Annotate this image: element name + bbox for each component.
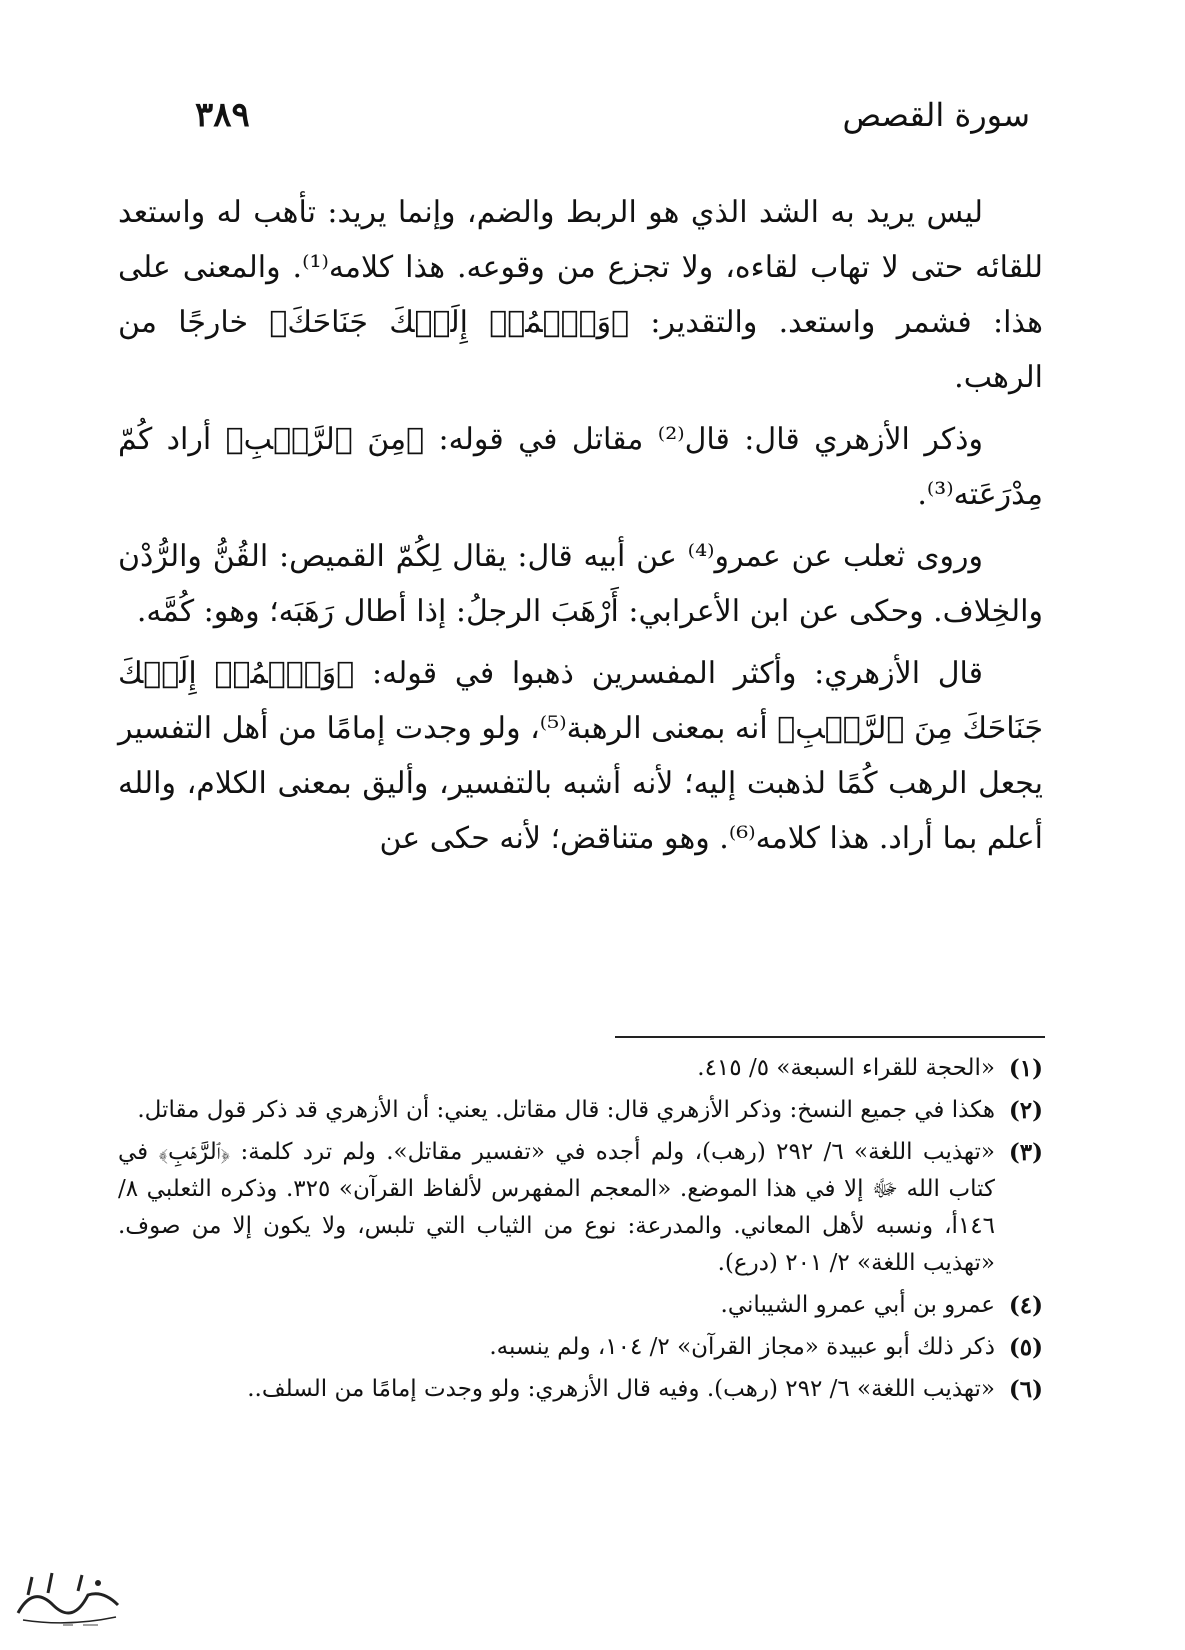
surah-title: سورة القصص <box>842 96 1030 134</box>
paragraph-4: قال الأزهري: وأكثر المفسرين ذهبوا في قوله: ﴿وَٱضۡمُمۡ إِلَيۡكَ جَنَاحَكَ مِنَ ٱلرَّهۡبِ﴾ أنه بمعنى الرهبة⁽⁵⁾، ولو وجدت إمامًا من أهل التفسير يجعل الرهب كُمًا لذهبت إليه؛ لأنه أشبه بالتفسير، وأليق بمعنى الكلام، والله أعلم بما أراد. هذا كلامه⁽⁶⁾. وهو متناقض؛ لأنه حكى عن <box>118 656 1043 856</box>
main-text <box>118 185 1043 873</box>
footnote-4 <box>118 1287 1043 1324</box>
footnote-text: «تهذيب اللغة» ٦/ ٢٩٢ (رهب)، ولم أجده في «تفسير مقاتل». ولم ترد كلمة: ﴿ٱلرَّهۡبِ﴾ في كتاب الله ﷻ إلا في هذا الموضع. «المعجم المفهرس لألفاظ القرآن» ٣٢٥. وذكره الثعلبي ٨/ ١٤٦أ، ونسبه لأهل المعاني. والمدرعة: نوع من الثياب التي تلبس، ولا يكون إلا من صوف. «تهذيب اللغة» ٢/ ٢٠١ (درع). <box>118 1139 996 1276</box>
footnotes <box>118 1050 1043 1413</box>
paragraph-3: وروى ثعلب عن عمرو⁽⁴⁾ عن أبيه قال: يقال لِكُمّ القميص: القُنُّ والرُّدْن والخِلاف. وحكى عن ابن الأعرابي: أَرْهَبَ الرجلُ: إذا أطال رَهَبَه؛ وهو: كُمَّه. <box>118 539 1043 629</box>
paragraph-2: وذكر الأزهري قال: قال⁽²⁾ مقاتل في قوله: ﴿مِنَ ٱلرَّهۡبِ﴾ أراد كُمّ مِدْرَعَته⁽³⁾. <box>118 422 1043 512</box>
page-header <box>195 95 1030 155</box>
footnote-number: (٦) <box>1008 1376 1043 1403</box>
footnote-1 <box>118 1050 1043 1087</box>
footnote-text: ذكر ذلك أبو عبيدة «مجاز القرآن» ٢/ ١٠٤، ولم ينسبه. <box>489 1334 995 1360</box>
footnote-text: «الحجة للقراء السبعة» ٥/ ٤١٥. <box>697 1055 995 1081</box>
footnote-separator <box>615 1036 1045 1038</box>
footnote-6 <box>118 1371 1043 1408</box>
footnote-3 <box>118 1134 1043 1282</box>
footnote-number: (٢) <box>1008 1097 1043 1124</box>
footnote-5 <box>118 1329 1043 1366</box>
paragraph-1: ليس يريد به الشد الذي هو الربط والضم، وإنما يريد: تأهب له واستعد للقائه حتى لا تهاب لقاءه، ولا تجزع من وقوعه. هذا كلامه⁽¹⁾. والمعنى على هذا: فشمر واستعد. والتقدير: ﴿وَٱضۡمُمۡ إِلَيۡكَ جَنَاحَكَ﴾ خارجًا من الرهب. <box>118 195 1043 395</box>
footnote-number: (٤) <box>1008 1292 1043 1319</box>
footnote-number: (٣) <box>1008 1139 1043 1166</box>
footnote-number: (١) <box>1008 1055 1043 1082</box>
footnote-2 <box>118 1092 1043 1129</box>
footnote-text: «تهذيب اللغة» ٦/ ٢٩٢ (رهب). وفيه قال الأزهري: ولو وجدت إمامًا من السلف.. <box>247 1376 995 1402</box>
publisher-logo <box>8 1565 128 1635</box>
footnote-text: هكذا في جميع النسخ: وذكر الأزهري قال: قال مقاتل. يعني: أن الأزهري قد ذكر قول مقاتل. <box>137 1097 995 1123</box>
footnote-number: (٥) <box>1008 1334 1043 1361</box>
footnote-text: عمرو بن أبي عمرو الشيباني. <box>720 1292 995 1318</box>
page-number: ٣٨٩ <box>195 95 250 135</box>
